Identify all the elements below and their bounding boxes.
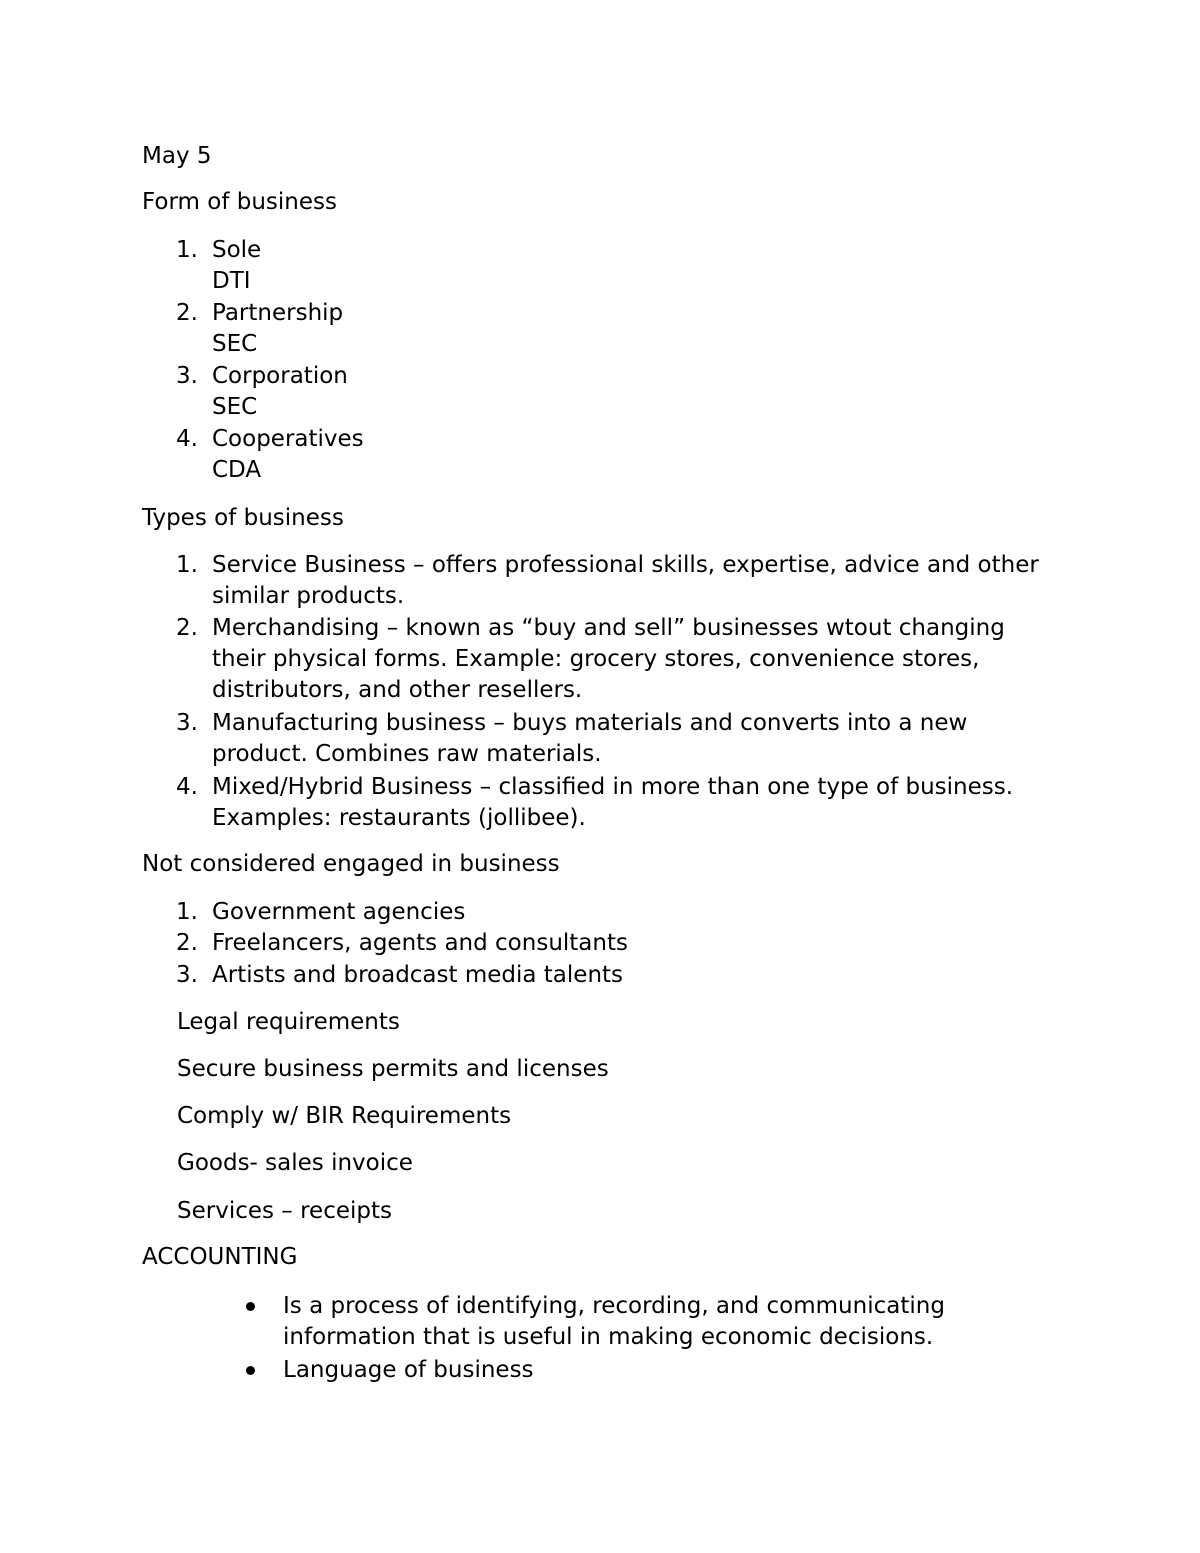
list-number: 1. [176, 899, 198, 925]
list-item-title: Cooperatives [212, 426, 364, 452]
date-heading: May 5 [142, 143, 212, 169]
list-number: 4. [176, 426, 198, 452]
list-item-line: Mixed/Hybrid Business – classified in more than one type of business. [212, 774, 1014, 800]
bullet-icon [246, 1302, 255, 1311]
list-number: 1. [176, 237, 198, 263]
list-item-agency: CDA [212, 457, 262, 483]
list-number: 3. [176, 710, 198, 736]
list-item-title: Sole [212, 237, 262, 263]
forms-heading: Form of business [142, 189, 337, 215]
list-number: 4. [176, 774, 198, 800]
legal-line: Secure business permits and licenses [177, 1056, 609, 1082]
legal-line: Comply w/ BIR Requirements [177, 1103, 512, 1129]
list-item-line: their physical forms. Example: grocery stores, convenience stores, [212, 646, 980, 672]
legal-heading: Legal requirements [177, 1009, 400, 1035]
list-item-line: similar products. [212, 583, 405, 609]
list-item-agency: SEC [212, 331, 258, 357]
list-item-line: Manufacturing business – buys materials and converts into a new [212, 710, 968, 736]
list-item-line: Merchandising – known as “buy and sell” businesses wtout changing [212, 615, 1005, 641]
list-item-line: Service Business – offers professional skills, expertise, advice and other [212, 552, 1039, 578]
list-item-line: Examples: restaurants (jollibee). [212, 805, 586, 831]
list-item-agency: DTI [212, 268, 251, 294]
list-number: 2. [176, 615, 198, 641]
not-engaged-heading: Not considered engaged in business [142, 851, 560, 877]
list-item-title: Corporation [212, 363, 348, 389]
types-heading: Types of business [142, 505, 344, 531]
list-item-title: Partnership [212, 300, 344, 326]
bullet-line: Is a process of identifying, recording, and communicating [283, 1293, 945, 1319]
list-number: 3. [176, 363, 198, 389]
bullet-line: information that is useful in making economic decisions. [283, 1324, 934, 1350]
list-number: 3. [176, 962, 198, 988]
list-item-line: product. Combines raw materials. [212, 741, 602, 767]
bullet-line: Language of business [283, 1357, 534, 1383]
list-number: 1. [176, 552, 198, 578]
list-item-text: Government agencies [212, 899, 466, 925]
list-item-text: Freelancers, agents and consultants [212, 930, 628, 956]
legal-line: Services – receipts [177, 1198, 392, 1224]
list-item-text: Artists and broadcast media talents [212, 962, 624, 988]
accounting-heading: ACCOUNTING [142, 1244, 298, 1270]
bullet-icon [246, 1366, 255, 1375]
list-number: 2. [176, 930, 198, 956]
legal-line: Goods- sales invoice [177, 1150, 413, 1176]
list-item-agency: SEC [212, 394, 258, 420]
list-item-line: distributors, and other resellers. [212, 677, 583, 703]
list-number: 2. [176, 300, 198, 326]
